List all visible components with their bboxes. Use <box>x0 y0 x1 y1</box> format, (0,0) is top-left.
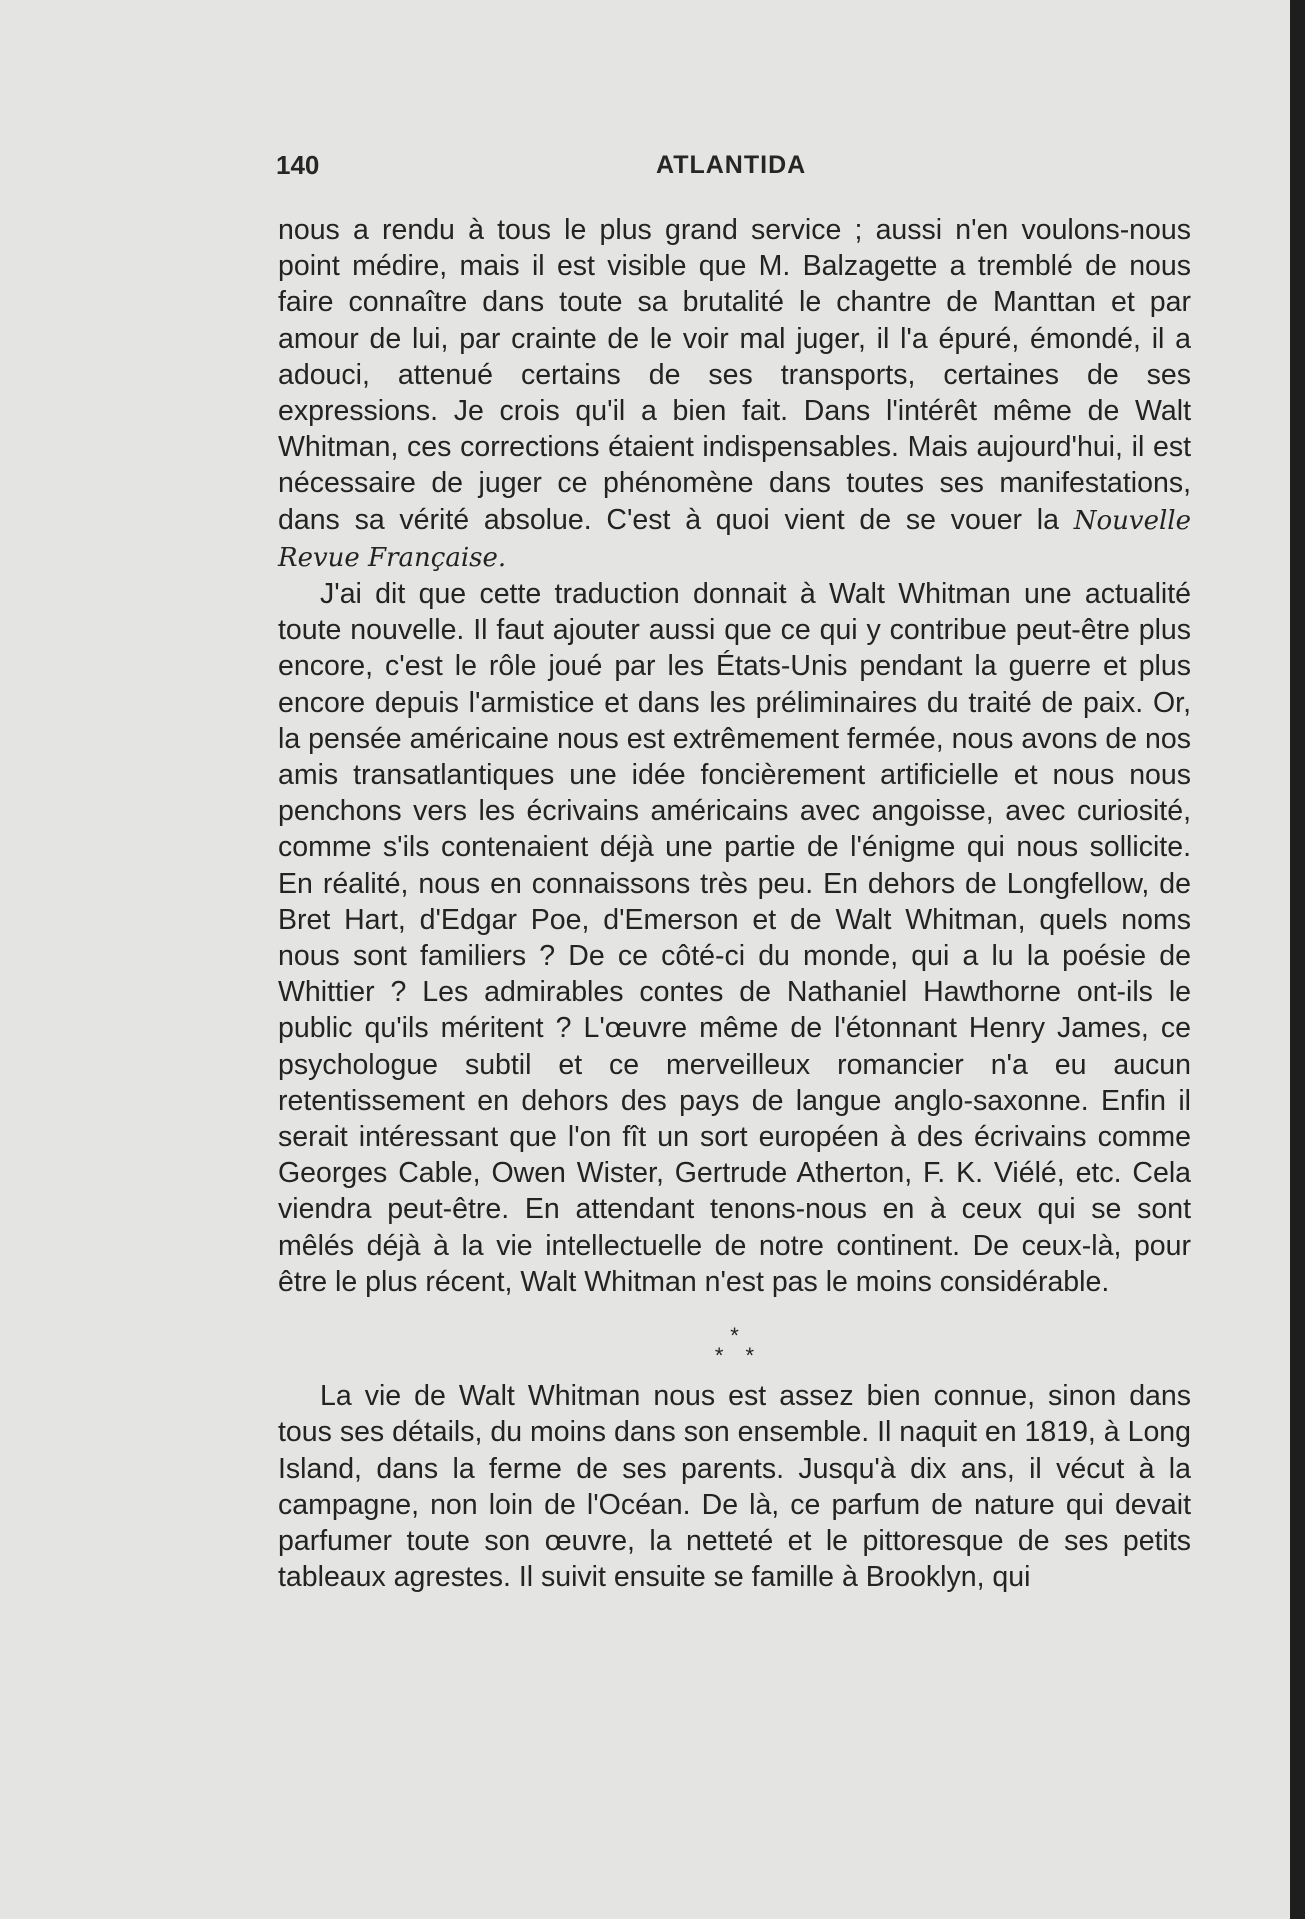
asterism-top: * <box>730 1323 739 1349</box>
running-title: ATLANTIDA <box>656 151 807 179</box>
page-edge-shadow <box>1290 0 1305 1919</box>
asterism-separator <box>278 1300 1191 1378</box>
page-header <box>276 148 1276 188</box>
paragraph-1-text: nous a rendu à tous le plus grand service ; aussi n'en voulons-nous point médire, mais il est visible que M. Balzagette a tremblé de nous faire connaître dans toute sa brutalité le chantre de Manttan et par amour de lui, par crainte de le voir mal juger, il l'a épuré, émondé, il a adouci, attenué certains de ses transports, certaines de ses expressions. Je crois qu'il a bien fait. Dans l'intérêt même de Walt Whitman, ces corrections étaient indispensables. Mais aujourd'hui, il est nécessaire de juger ce phénomène dans toutes ses manifestations, dans sa vérité absolue. C'est à quoi vient de se vouer la <box>278 214 1191 536</box>
paragraph-3: La vie de Walt Whitman nous est assez bien connue, sinon dans tous ses détails, du moins dans son ensemble. Il naquit en 1819, à Long Island, dans la ferme de ses parents. Jusqu'à dix ans, il vécut à la campagne, non loin de l'Océan. De là, ce parfum de nature qui devait parfumer toute son œuvre, la netteté et le pittoresque de ses petits tableaux agrestes. Il suivit ensuite se famille à Brooklyn, qui <box>278 1380 1191 1594</box>
paragraph-1 <box>278 212 1191 576</box>
paragraph-2: J'ai dit que cette traduction donnait à Walt Whitman une actualité toute nouvelle. Il faut ajouter aussi que ce qui y contribue peut-être plus encore, c'est le rôle joué par les États-Unis pendant la guerre et plus encore depuis l'armistice et dans les préliminaires du traité de paix. Or, la pensée américaine nous est extrêmement fermée, nous avons de nos amis transatlantiques une idée foncièrement artificielle et nous nous penchons vers les écrivains américains avec angoisse, avec curiosité, comme s'ils contenaient déjà une partie de l'énigme qui nous sollicite. En réalité, nous en connaissons très peu. En dehors de Longfellow, de Bret Hart, d'Edgar Poe, d'Emerson et de Walt Whitman, quels noms nous sont familiers ? De ce côté-ci du monde, qui a lu la poésie de Whittier ? Les admirables contes de Nathaniel Hawthorne ont-ils le public qu'ils méritent ? L'œuvre même de l'étonnant Henry James, ce psychologue subtil et ce merveilleux romancier n'a eu aucun retentissement en dehors des pays de langue anglo-saxonne. Enfin il serait intéressant que l'on fît un sort européen à des écrivains comme Georges Cable, Owen Wister, Gertrude Atherton, F. K. Viélé, etc. Cela viendra peut-être. En attendant tenons-nous en à ceux qui se sont mêlés déjà à la vie intellectuelle de notre continent. De ceux-là, pour être le plus récent, Walt Whitman n'est pas le moins considérable. <box>278 578 1191 1298</box>
page-number: 140 <box>276 150 320 180</box>
asterism-bottom: * * <box>714 1343 763 1369</box>
journal-title: Nouvelle Revue Française. <box>278 505 1191 573</box>
body-text <box>278 212 1191 1595</box>
